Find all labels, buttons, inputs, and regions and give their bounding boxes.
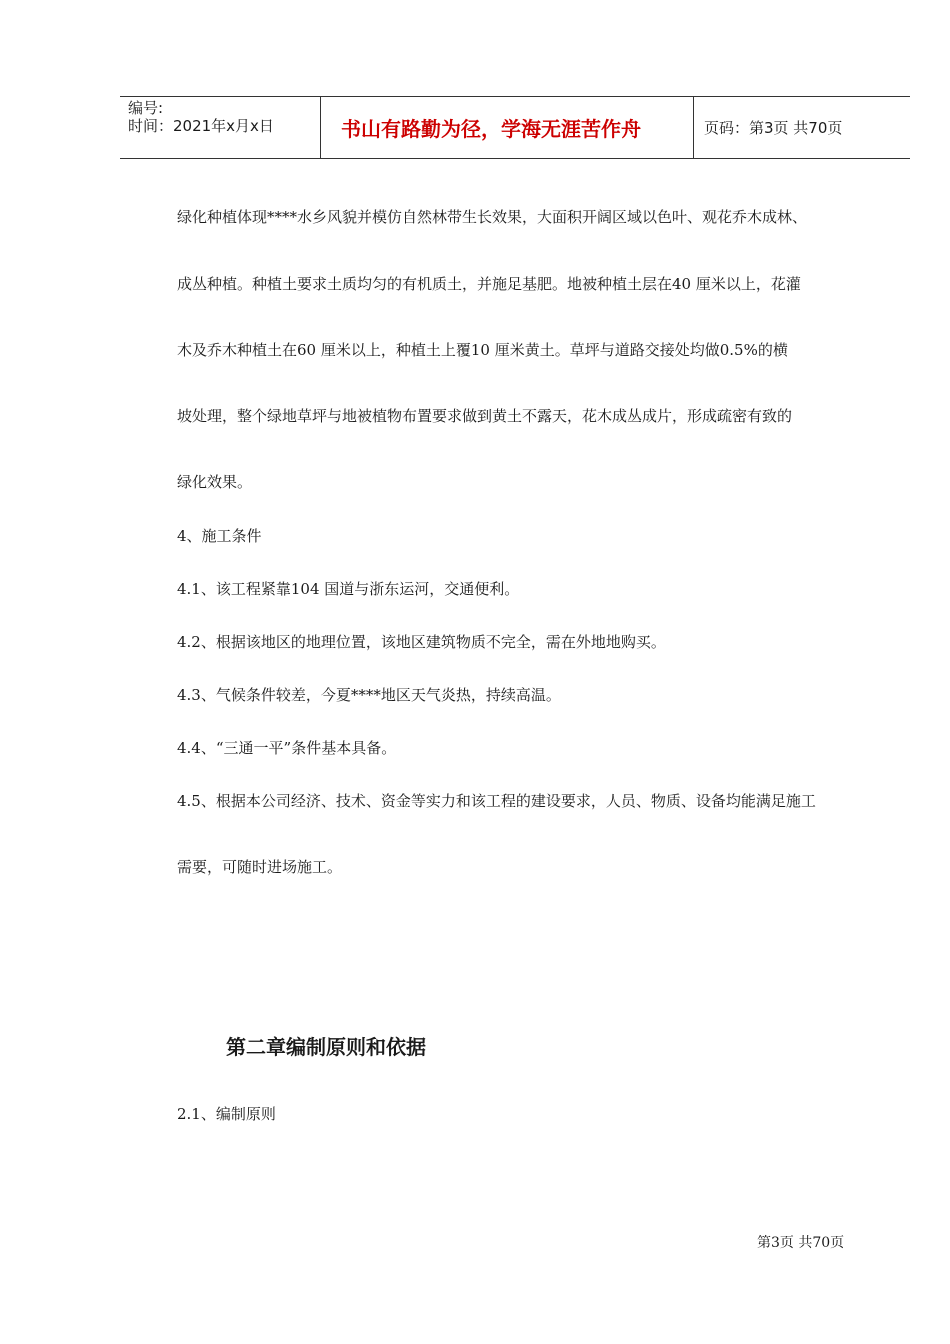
section-4-title: 4、施工条件: [177, 527, 262, 545]
header-page-number: 页码：第3页 共70页: [704, 119, 843, 137]
header-meta: [120, 97, 321, 158]
paragraph-line-3: 木及乔木种植土在60 厘米以上，种植土上覆10 厘米黄土。草坪与道路交接处均做0.5%的横: [177, 341, 788, 359]
item-4-5-line-2: 需要，可随时进场施工。: [177, 858, 343, 876]
page-footer: 第3页 共70页: [757, 1235, 845, 1251]
item-4-3: 4.3、气候条件较差，今夏****地区天气炎热，持续高温。: [177, 686, 561, 704]
item-4-5-line-1: 4.5、根据本公司经济、技术、资金等实力和该工程的建设要求，人员、物质、设备均能满足施工: [177, 792, 816, 810]
paragraph-line-5: 绿化效果。: [177, 473, 253, 491]
item-4-4: 4.4、“三通一平”条件基本具备。: [177, 739, 397, 757]
header-motto: 书山有路勤为径，学海无涯苦作舟: [321, 97, 694, 158]
document-number-label: 编号:: [128, 99, 164, 117]
page-header: [120, 96, 910, 159]
item-4-1: 4.1、该工程紧靠104 国道与浙东运河，交通便利。: [177, 580, 520, 598]
paragraph-line-1: 绿化种植体现****水乡风貌并模仿自然林带生长效果，大面积开阔区域以色叶、观花乔木成林、: [177, 208, 808, 226]
document-time: 时间：2021年x月x日: [128, 117, 274, 135]
paragraph-line-2: 成丛种植。种植土要求土质均匀的有机质土，并施足基肥。地被种植土层在40 厘米以上，花灌: [177, 275, 801, 293]
chapter-heading: 第二章编制原则和依据: [226, 1035, 426, 1059]
paragraph-line-4: 坡处理，整个绿地草坪与地被植物布置要求做到黄土不露天，花木成丛成片，形成疏密有致的: [177, 407, 793, 425]
item-4-2: 4.2、根据该地区的地理位置，该地区建筑物质不完全，需在外地地购买。: [177, 633, 666, 651]
item-2-1: 2.1、编制原则: [177, 1105, 276, 1123]
